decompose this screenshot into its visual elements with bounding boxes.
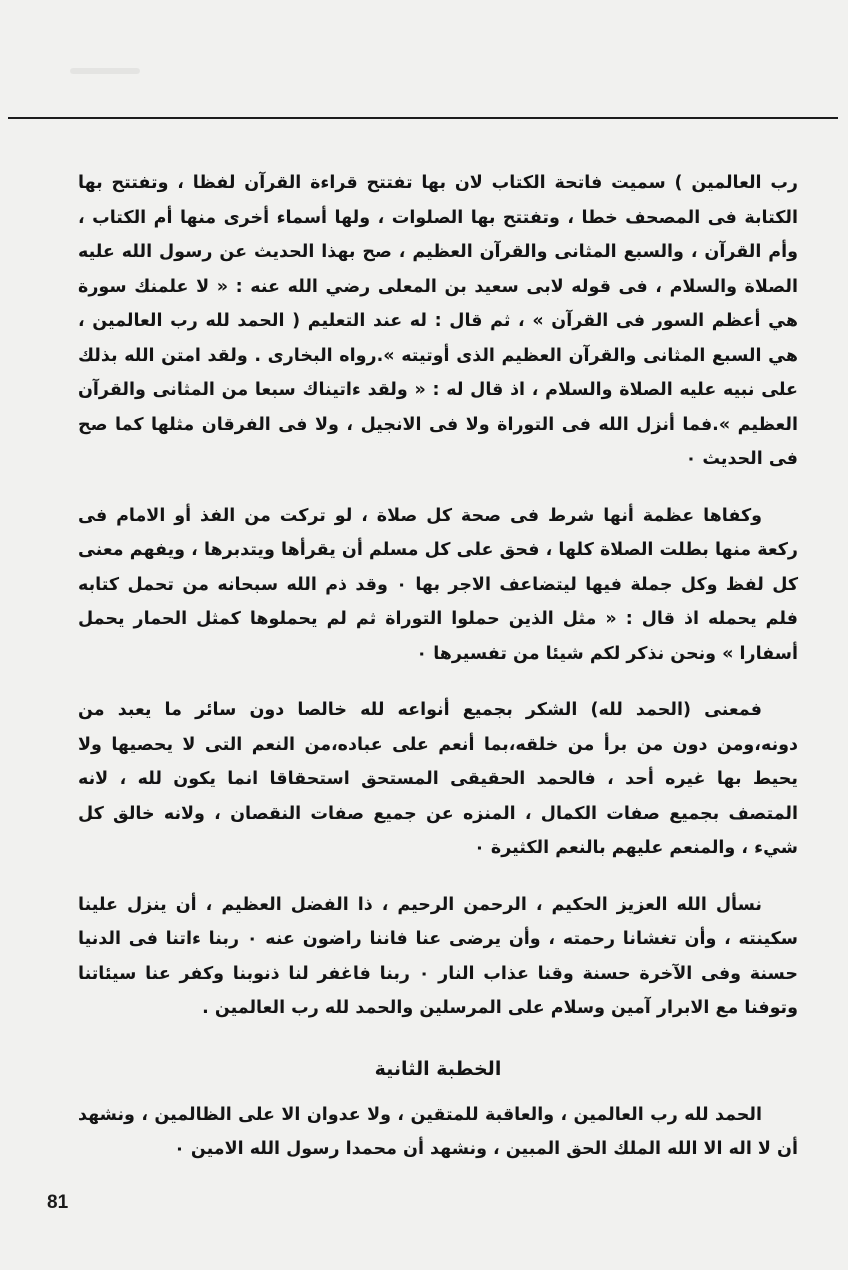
paragraph-gap xyxy=(78,671,798,693)
paragraph-4: نسأل الله العزيز الحكيم ، الرحمن الرحيم ، ذا الفضل العظيم ، أن ينزل علينا سكينته ، وأن تغشانا رحمته ، وأن يرضى عنا فاننا راضون عنه ٠ ربنا ءاتنا فى الدنيا حسنة وفى الآخرة حسنة وقنا عذاب النار ٠ ربنا فاغفر لنا ذنوبنا وكفر عنا سيئاتنا وتوفنا مع الابرار آمين وسلام على المرسلين والحمد لله رب العالمين . xyxy=(78,894,798,1018)
page-number: 81 xyxy=(47,1192,69,1213)
header-rule xyxy=(8,117,838,119)
paragraph-gap xyxy=(78,866,798,888)
section-heading: الخطبة الثانية xyxy=(374,1057,502,1080)
paragraph-3: فمعنى (الحمد لله) الشكر بجميع أنواعه لله خالصا دون سائر ما يعبد من دونه،ومن دون من برأ من خلقه،بما أنعم على عباده،من النعم التى لا يحصيها ولا يحيط بها غيره أحد ، فالحمد الحقيقى المستحق استحقاقا انما يكون لله ، لانه المتصف بجميع صفات الكمال ، المنزه عن جميع صفات النقصان ، ولانه خالق كل شيء ، والمنعم عليهم بالنعم الكثيرة ٠ xyxy=(78,700,798,858)
paragraph-2: وكفاها عظمة أنها شرط فى صحة كل صلاة ، لو تركت من الفذ أو الامام فى ركعة منها بطلت الصلاة كلها ، فحق على كل مسلم أن يقرأها ويتدبرها ، ويفهم معنى كل لفظ وكل جملة فيها ليتضاعف الاجر بها ٠ وقد ذم الله سبحانه من تحمل كتابه فلم يحمله اذ قال : « مثل الذين حملوا التوراة ثم لم يحملوها كمثل الحمار يحمل أسفارا » ونحن نذكر لكم شيئا من تفسيرها ٠ xyxy=(78,505,799,664)
page-body xyxy=(78,166,798,1167)
paragraph-gap xyxy=(78,477,798,499)
closing-paragraph: الحمد لله رب العالمين ، والعاقبة للمتقين ، ولا عدوان الا على الظالمين ، ونشهد أن لا اله الا الله الملك الحق المبين ، ونشهد أن محمدا رسول الله الامين ٠ xyxy=(78,1104,798,1159)
paragraph-1: رب العالمين ) سميت فاتحة الكتاب لان بها تفتتح قراءة القرآن لفظا ، وتفتتح بها الكتابة فى المصحف خطا ، وتفتتح بها الصلوات ، ولها أسماء أخرى منها أم الكتاب ، وأم القرآن ، والسبع المثانى والقرآن العظيم ، صح بهذا الحديث عن رسول الله عليه الصلاة والسلام ، فى قوله لابى سعيد بن المعلى رضي الله عنه : « لا علمنك سورة هي أعظم السور فى القرآن » ، ثم قال : له عند التعليم ( الحمد لله رب العالمين ، هي السبع المثانى والقرآن العظيم الذى أوتيته ».رواه البخارى . ولقد امتن الله بذلك على نبيه عليه الصلاة والسلام ، اذ قال له : « ولقد ءاتيناك سبعا من المثانى والقرآن العظيم ».فما أنزل الله فى التوراة ولا فى الانجيل ، ولا فى الفرقان مثلها كما صح فى الحديث ٠ xyxy=(78,173,798,469)
header-mark xyxy=(70,68,140,74)
